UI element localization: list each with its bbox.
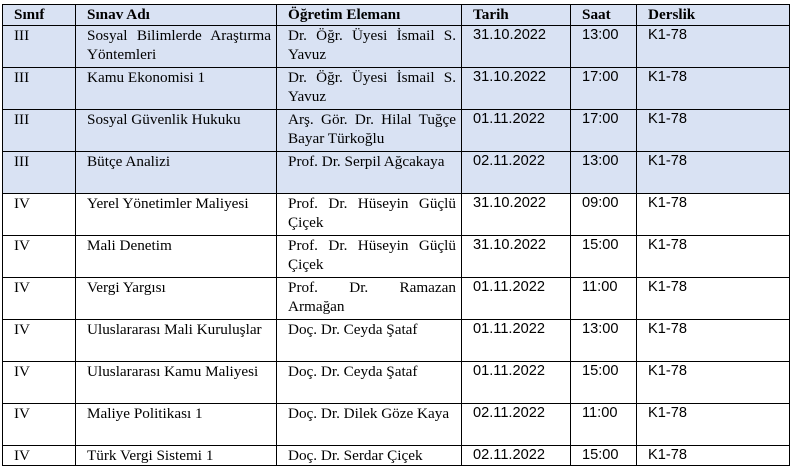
cell-class: IV bbox=[3, 320, 76, 362]
cell-date: 02.11.2022 bbox=[462, 446, 571, 466]
table-row bbox=[3, 320, 790, 362]
cell-time: 13:00 bbox=[571, 320, 637, 362]
cell-instructor: Prof. Dr. Serpil Ağcakaya bbox=[277, 152, 462, 194]
table-row bbox=[3, 26, 790, 68]
cell-date: 31.10.2022 bbox=[462, 236, 571, 278]
cell-instructor: Dr. Öğr. Üyesi İsmail S. Yavuz bbox=[277, 68, 462, 110]
header-course: Sınav Adı bbox=[76, 5, 277, 26]
table-row bbox=[3, 404, 790, 446]
cell-class: IV bbox=[3, 278, 76, 320]
cell-date: 01.11.2022 bbox=[462, 278, 571, 320]
cell-time: 17:00 bbox=[571, 110, 637, 152]
cell-course: Sosyal Güvenlik Hukuku bbox=[76, 110, 277, 152]
cell-course: Uluslararası Kamu Maliyesi bbox=[76, 362, 277, 404]
cell-instructor: Doç. Dr. Ceyda Şataf bbox=[277, 320, 462, 362]
cell-time: 15:00 bbox=[571, 446, 637, 466]
cell-class: IV bbox=[3, 404, 76, 446]
cell-time: 13:00 bbox=[571, 152, 637, 194]
cell-instructor: Arş. Gör. Dr. Hilal Tuğçe Bayar Türkoğlu bbox=[277, 110, 462, 152]
table-row bbox=[3, 68, 790, 110]
cell-instructor: Prof. Dr. Hüseyin Güçlü Çiçek bbox=[277, 194, 462, 236]
cell-course: Kamu Ekonomisi 1 bbox=[76, 68, 277, 110]
cell-time: 09:00 bbox=[571, 194, 637, 236]
cell-time: 13:00 bbox=[571, 26, 637, 68]
cell-course: Uluslararası Mali Kuruluşlar bbox=[76, 320, 277, 362]
cell-course: Yerel Yönetimler Maliyesi bbox=[76, 194, 277, 236]
table-row bbox=[3, 110, 790, 152]
cell-class: IV bbox=[3, 446, 76, 466]
header-row bbox=[3, 5, 790, 26]
header-room: Derslik bbox=[637, 5, 790, 26]
cell-room: K1-78 bbox=[637, 110, 790, 152]
cell-course: Türk Vergi Sistemi 1 bbox=[76, 446, 277, 466]
cell-date: 31.10.2022 bbox=[462, 194, 571, 236]
cell-course: Vergi Yargısı bbox=[76, 278, 277, 320]
cell-instructor: Doç. Dr. Serdar Çiçek bbox=[277, 446, 462, 466]
cell-class: III bbox=[3, 68, 76, 110]
table-row bbox=[3, 278, 790, 320]
cell-time: 11:00 bbox=[571, 278, 637, 320]
cell-room: K1-78 bbox=[637, 68, 790, 110]
table-row bbox=[3, 152, 790, 194]
table-row bbox=[3, 446, 790, 466]
cell-room: K1-78 bbox=[637, 404, 790, 446]
cell-class: III bbox=[3, 152, 76, 194]
header-time: Saat bbox=[571, 5, 637, 26]
cell-room: K1-78 bbox=[637, 236, 790, 278]
cell-time: 15:00 bbox=[571, 236, 637, 278]
cell-time: 11:00 bbox=[571, 404, 637, 446]
cell-room: K1-78 bbox=[637, 362, 790, 404]
cell-room: K1-78 bbox=[637, 446, 790, 466]
cell-date: 02.11.2022 bbox=[462, 404, 571, 446]
cell-instructor: Prof. Dr. Ramazan Armağan bbox=[277, 278, 462, 320]
cell-date: 01.11.2022 bbox=[462, 110, 571, 152]
cell-course: Maliye Politikası 1 bbox=[76, 404, 277, 446]
cell-course: Mali Denetim bbox=[76, 236, 277, 278]
cell-date: 01.11.2022 bbox=[462, 320, 571, 362]
cell-date: 31.10.2022 bbox=[462, 68, 571, 110]
cell-course: Bütçe Analizi bbox=[76, 152, 277, 194]
cell-class: III bbox=[3, 110, 76, 152]
cell-room: K1-78 bbox=[637, 26, 790, 68]
table-row bbox=[3, 236, 790, 278]
cell-date: 31.10.2022 bbox=[462, 26, 571, 68]
cell-class: III bbox=[3, 26, 76, 68]
cell-room: K1-78 bbox=[637, 278, 790, 320]
cell-date: 01.11.2022 bbox=[462, 362, 571, 404]
cell-instructor: Doç. Dr. Dilek Göze Kaya bbox=[277, 404, 462, 446]
header-class: Sınıf bbox=[3, 5, 76, 26]
cell-room: K1-78 bbox=[637, 194, 790, 236]
cell-room: K1-78 bbox=[637, 320, 790, 362]
cell-date: 02.11.2022 bbox=[462, 152, 571, 194]
cell-time: 17:00 bbox=[571, 68, 637, 110]
header-instructor: Öğretim Elemanı bbox=[277, 5, 462, 26]
cell-class: IV bbox=[3, 236, 76, 278]
cell-instructor: Doç. Dr. Ceyda Şataf bbox=[277, 362, 462, 404]
cell-class: IV bbox=[3, 362, 76, 404]
cell-course: Sosyal Bilimlerde Araştırma Yöntemleri bbox=[76, 26, 277, 68]
exam-schedule-table bbox=[2, 4, 790, 466]
cell-time: 15:00 bbox=[571, 362, 637, 404]
cell-instructor: Dr. Öğr. Üyesi İsmail S. Yavuz bbox=[277, 26, 462, 68]
table-row bbox=[3, 362, 790, 404]
header-date: Tarih bbox=[462, 5, 571, 26]
table-row bbox=[3, 194, 790, 236]
cell-class: IV bbox=[3, 194, 76, 236]
cell-room: K1-78 bbox=[637, 152, 790, 194]
cell-instructor: Prof. Dr. Hüseyin Güçlü Çiçek bbox=[277, 236, 462, 278]
